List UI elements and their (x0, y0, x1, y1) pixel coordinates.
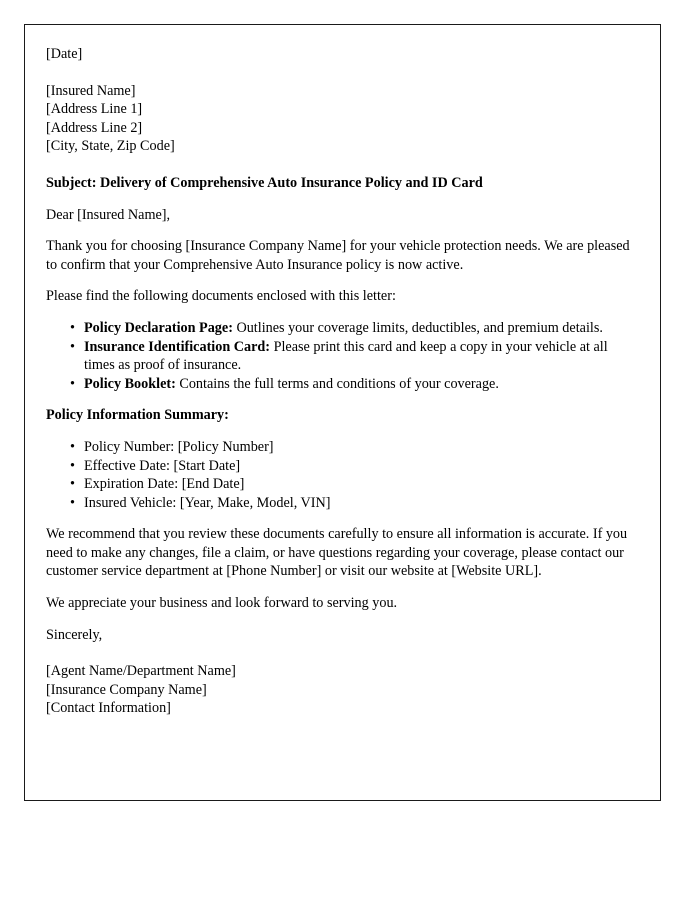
list-item: • Insured Vehicle: [Year, Make, Model, VIN] (46, 494, 639, 513)
subject-line: Subject: Delivery of Comprehensive Auto Insurance Policy and ID Card (46, 174, 483, 191)
policy-summary-list (46, 438, 639, 512)
signature-line: [Insurance Company Name] (46, 681, 207, 698)
spacer-after-appreciation (46, 613, 639, 626)
spacer-after-review (46, 581, 639, 594)
spacer-after-subject (46, 193, 639, 206)
review-paragraph: We recommend that you review these documents carefully to ensure all information is accurate. If you need to make any changes, file a claim, or have questions regarding your coverage, please contact our customer service department at [Phone Number] or visit our website at [Website URL]. (46, 526, 628, 580)
enclosure-description: Outlines your coverage limits, deductibles, and premium details. (232, 319, 603, 336)
spacer-after-intro (46, 274, 639, 287)
letter-content (46, 45, 639, 718)
list-item (46, 338, 639, 375)
list-item: • Expiration Date: [End Date] (46, 475, 639, 494)
list-item (46, 319, 639, 338)
letter-page (24, 24, 661, 801)
spacer-before-enclosures (46, 306, 639, 319)
enclosure-intro: Please find the following documents enclosed with this letter: (46, 288, 396, 305)
recipient-address-block (46, 82, 639, 156)
closing-line: Sincerely, (46, 626, 103, 643)
salutation: Dear [Insured Name], (46, 206, 171, 223)
address-line: [City, State, Zip Code] (46, 138, 175, 155)
date-line: [Date] (46, 46, 83, 62)
signature-line: [Contact Information] (46, 700, 171, 717)
address-line: [Address Line 2] (46, 119, 143, 136)
address-line: [Address Line 1] (46, 101, 143, 118)
enclosure-label: Insurance Identification Card: (84, 338, 271, 355)
appreciation-paragraph: We appreciate your business and look forward to serving you. (46, 595, 398, 612)
list-item (46, 375, 639, 394)
signature-line: [Agent Name/Department Name] (46, 663, 236, 680)
spacer-after-closing (46, 644, 639, 662)
list-item: • Effective Date: [Start Date] (46, 457, 639, 476)
spacer-after-enclosures (46, 393, 639, 406)
intro-paragraph: Thank you for choosing [Insurance Company Name] for your vehicle protection needs. We are pleased to confirm that your Comprehensive Auto Insurance policy is now active. (46, 238, 630, 273)
signature-block (46, 662, 639, 718)
enclosure-list (46, 319, 639, 393)
enclosure-description: Please print this card and keep a copy in your vehicle at all times as proof of insurance. (84, 338, 608, 374)
enclosure-description: Contains the full terms and conditions of your coverage. (175, 375, 499, 392)
list-item: • Policy Number: [Policy Number] (46, 438, 639, 457)
spacer-before-summary-list (46, 425, 639, 438)
spacer-after-summary-list (46, 512, 639, 525)
enclosure-label: Policy Booklet: (84, 375, 176, 392)
spacer-after-salutation (46, 224, 639, 237)
spacer-after-address (46, 156, 639, 174)
enclosure-label: Policy Declaration Page: (84, 319, 233, 336)
spacer-after-date (46, 64, 639, 82)
address-line: [Insured Name] (46, 82, 136, 99)
summary-heading: Policy Information Summary: (46, 407, 229, 424)
